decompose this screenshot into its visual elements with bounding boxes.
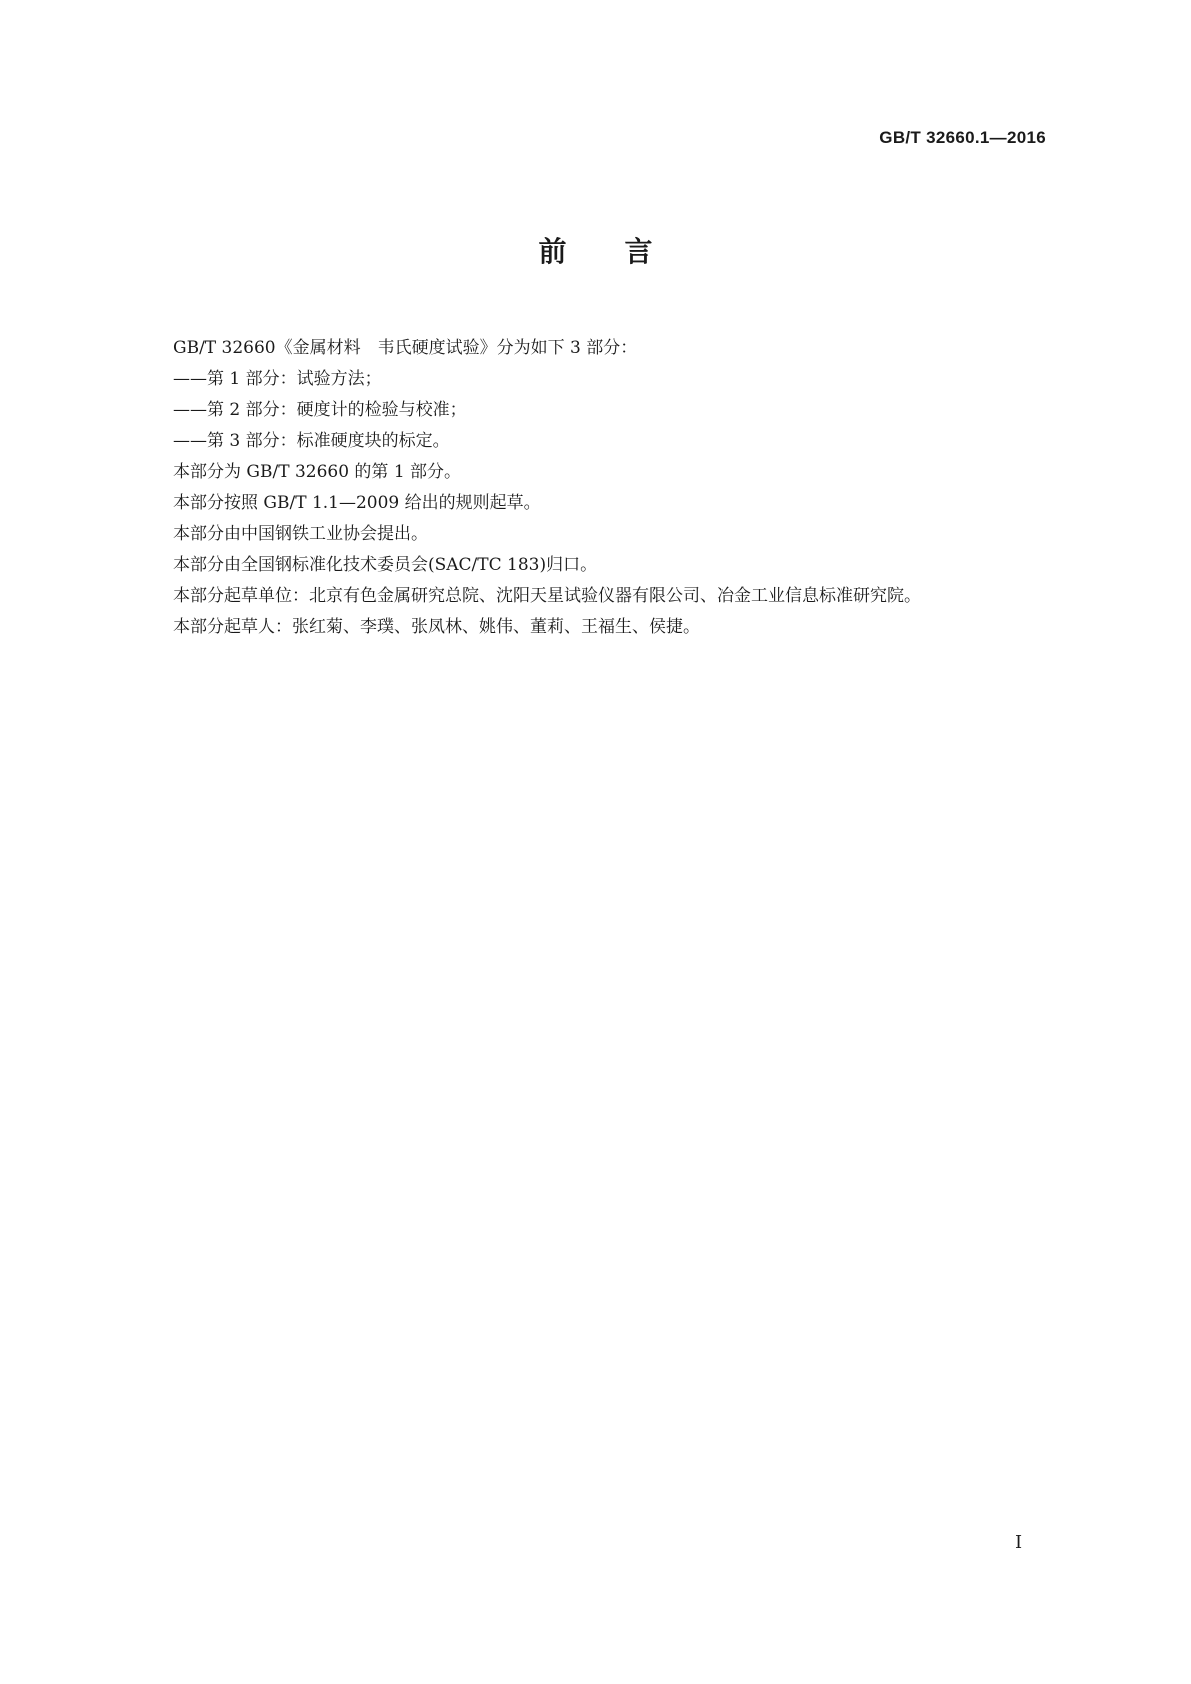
paragraph-part-3: ——第 3 部分：标准硬度块的标定。	[173, 431, 450, 451]
paragraph-part-1: ——第 1 部分：试验方法；	[173, 369, 382, 389]
paragraph-this-part: 本部分为 GB/T 32660 的第 1 部分。	[173, 462, 462, 482]
paragraph-parts-overview: GB/T 32660《金属材料 韦氏硬度试验》分为如下 3 部分：	[173, 338, 638, 358]
paragraph-drafting-units: 本部分起草单位：北京有色金属研究总院、沈阳天星试验仪器有限公司、冶金工业信息标准研究院。	[173, 586, 921, 606]
paragraph-drafting-rules: 本部分按照 GB/T 1.1—2009 给出的规则起草。	[173, 493, 541, 513]
page-number: I	[1015, 1532, 1023, 1553]
page-title: 前言	[538, 235, 711, 268]
paragraph-administered-by: 本部分由全国钢标准化技术委员会(SAC/TC 183)归口。	[173, 555, 598, 575]
paragraph-proposed-by: 本部分由中国钢铁工业协会提出。	[173, 524, 428, 544]
paragraph-part-2: ——第 2 部分：硬度计的检验与校准；	[173, 400, 467, 420]
standard-code: GB/T 32660.1—2016	[879, 128, 1046, 147]
paragraph-drafters: 本部分起草人：张红菊、李璞、张凤林、姚伟、董莉、王福生、侯捷。	[173, 617, 700, 637]
foreword-body	[173, 333, 1073, 643]
